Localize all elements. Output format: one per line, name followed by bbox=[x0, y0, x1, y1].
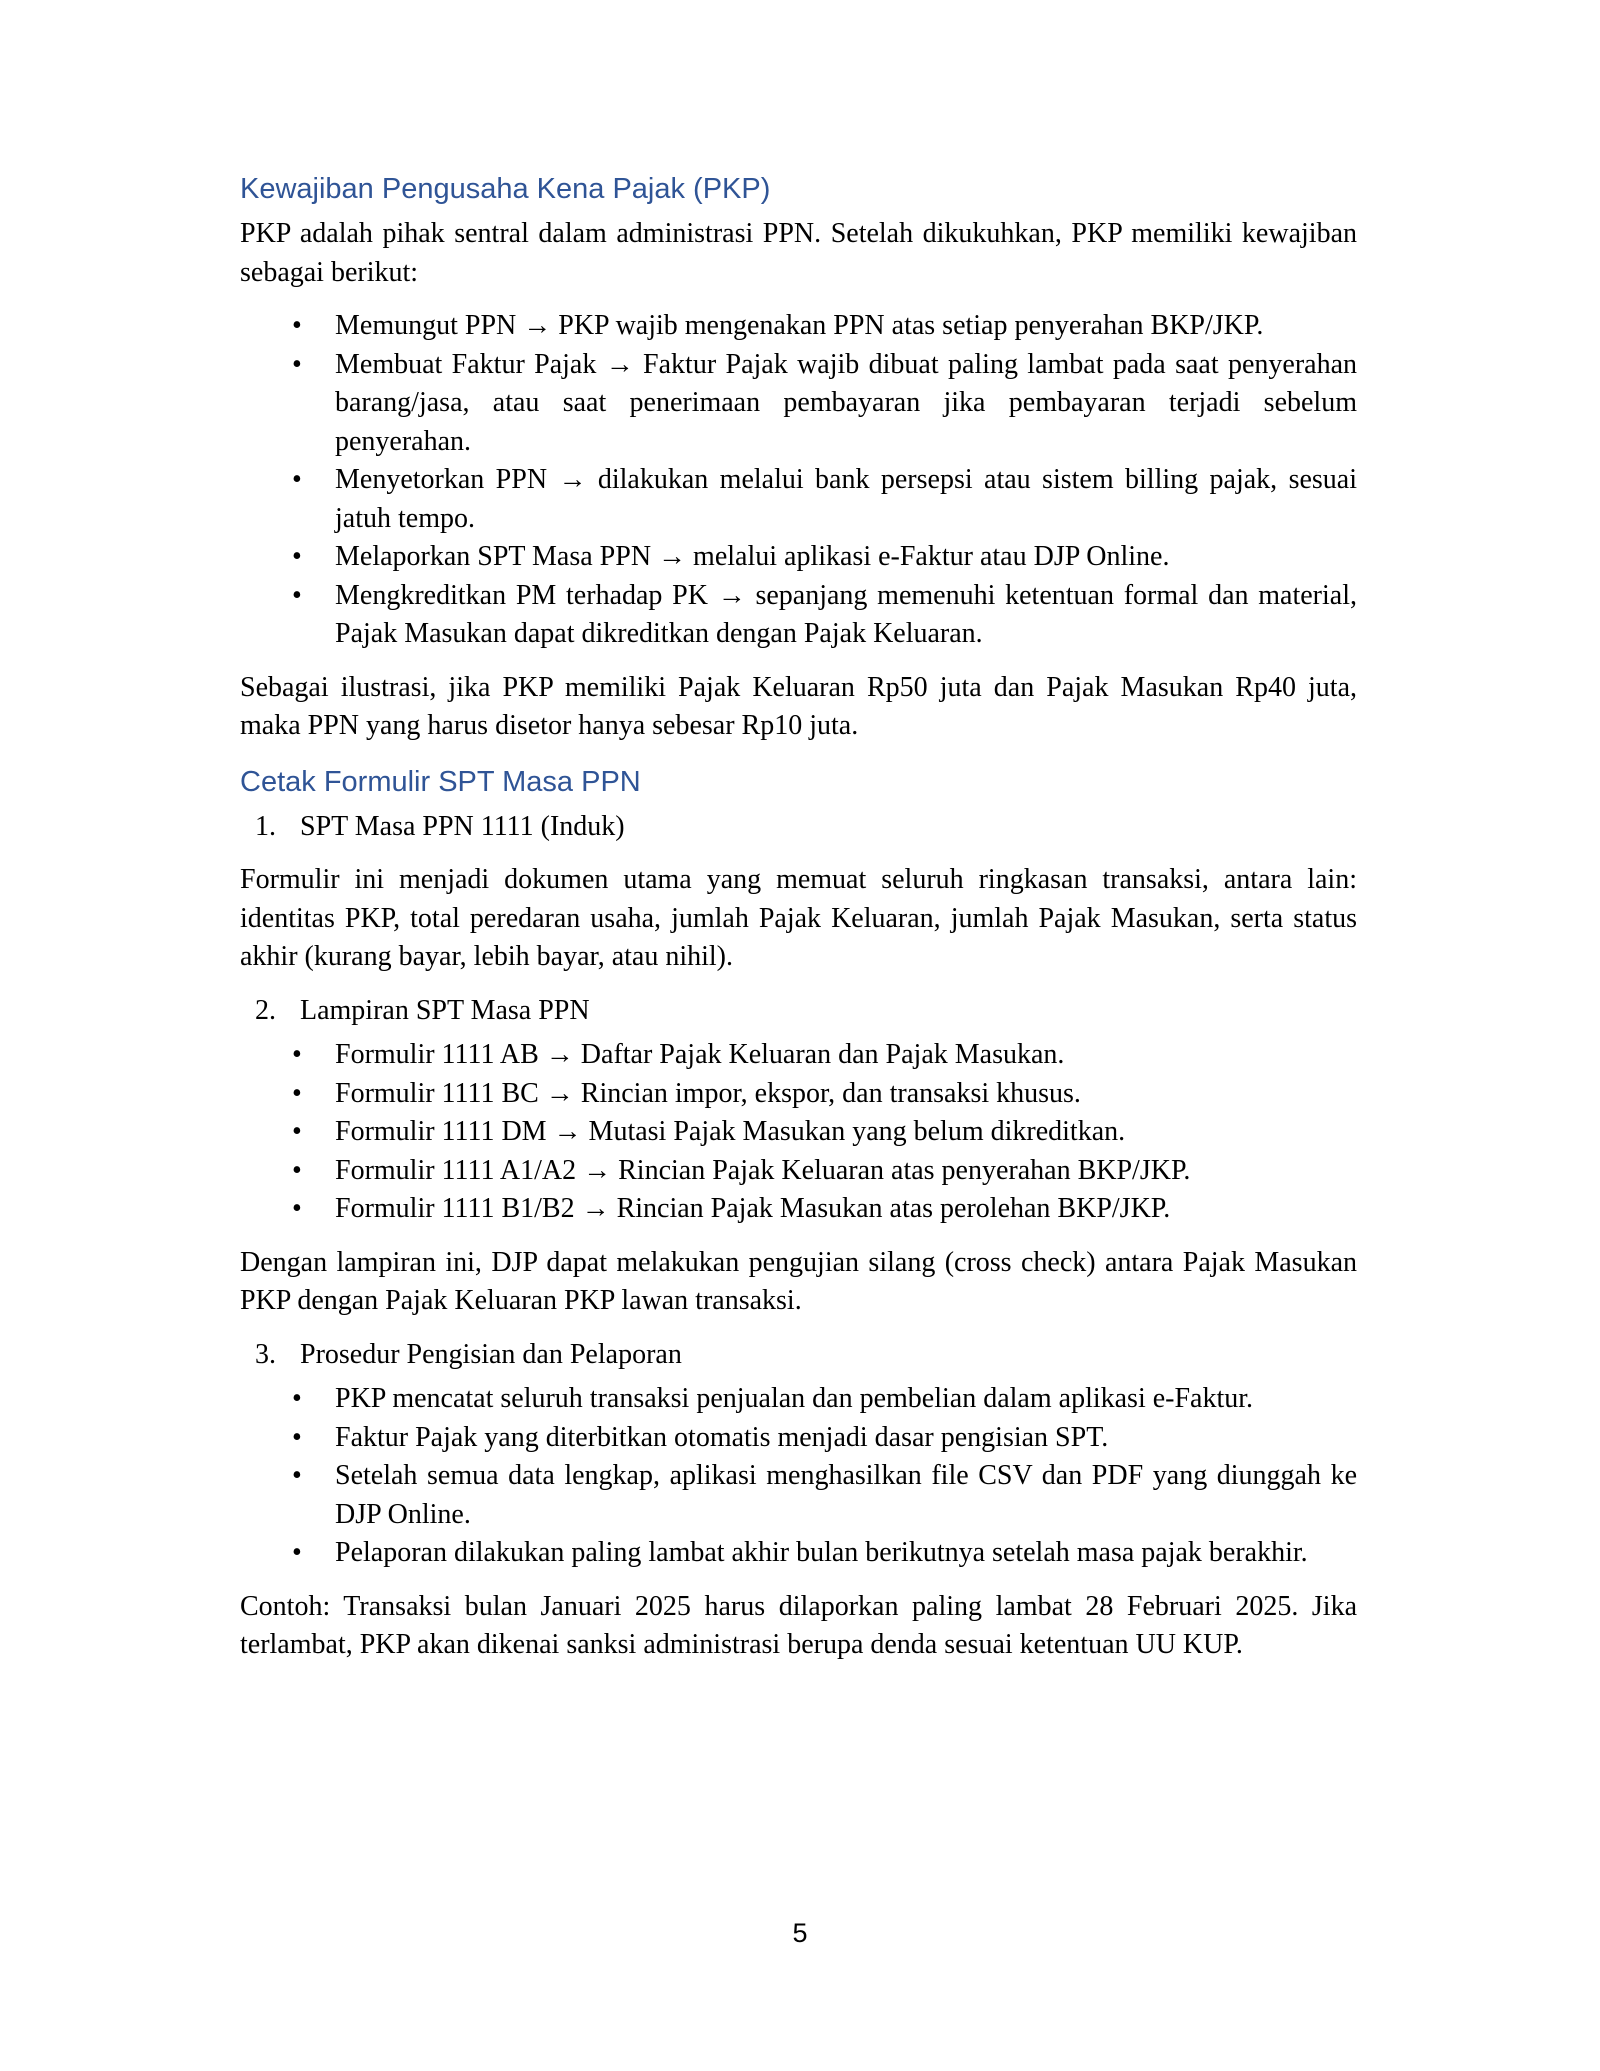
heading-kewajiban-pkp: Kewajiban Pengusaha Kena Pajak (PKP) bbox=[240, 173, 771, 205]
numbered-item-1 bbox=[240, 808, 1357, 847]
list-item: • Membuat Faktur Pajak → Faktur Pajak wajib dibuat paling lambat pada saat penyerahan barang/jasa, atau saat penerimaan pembayaran jika pembayaran terjadi sebelum penyerahan. bbox=[335, 346, 1357, 462]
list-item: • Melaporkan SPT Masa PPN → melalui aplikasi e-Faktur atau DJP Online. bbox=[335, 538, 1357, 577]
item-title: Lampiran SPT Masa PPN bbox=[300, 994, 590, 1026]
item-number: 3. bbox=[255, 1338, 276, 1370]
list-item: • PKP mencatat seluruh transaksi penjualan dan pembelian dalam aplikasi e-Faktur. bbox=[335, 1380, 1357, 1419]
list-item: • Pelaporan dilakukan paling lambat akhir bulan berikutnya setelah masa pajak berakhir. bbox=[335, 1534, 1357, 1573]
page-number: 5 bbox=[792, 1918, 808, 1948]
para-cross-check: Dengan lampiran ini, DJP dapat melakukan pengujian silang (cross check) antara Pajak Masukan PKP dengan Pajak Keluaran PKP lawan transaksi. bbox=[240, 1246, 1357, 1316]
list-item: • Formulir 1111 DM → Mutasi Pajak Masukan yang belum dikreditkan. bbox=[335, 1113, 1357, 1152]
item-number: 1. bbox=[255, 810, 276, 842]
list-item: • Mengkreditkan PM terhadap PK → sepanjang memenuhi ketentuan formal dan material, Pajak Masukan dapat dikreditkan dengan Pajak Keluaran. bbox=[335, 577, 1357, 654]
para-intro-pkp: PKP adalah pihak sentral dalam administrasi PPN. Setelah dikukuhkan, PKP memiliki kewajiban sebagai berikut: bbox=[240, 218, 1357, 288]
heading-cetak-formulir: Cetak Formulir SPT Masa PPN bbox=[240, 765, 641, 798]
list-item: • Setelah semua data lengkap, aplikasi menghasilkan file CSV dan PDF yang diunggah ke DJP Online. bbox=[335, 1457, 1357, 1534]
document-content bbox=[240, 168, 1357, 1680]
para-ilustrasi: Sebagai ilustrasi, jika PKP memiliki Pajak Keluaran Rp50 juta dan Pajak Masukan Rp40 juta, maka PPN yang harus disetor hanya sebesar Rp10 juta. bbox=[240, 671, 1357, 741]
list-item: • Formulir 1111 AB → Daftar Pajak Keluaran dan Pajak Masukan. bbox=[335, 1036, 1357, 1075]
item-title: Prosedur Pengisian dan Pelaporan bbox=[300, 1338, 682, 1370]
list-item: • Formulir 1111 A1/A2 → Rincian Pajak Keluaran atas penyerahan BKP/JKP. bbox=[335, 1152, 1357, 1191]
numbered-item-2 bbox=[240, 992, 1357, 1031]
para-contoh: Contoh: Transaksi bulan Januari 2025 harus dilaporkan paling lambat 28 Februari 2025. Jika terlambat, PKP akan dikenai sanksi administrasi berupa denda sesuai ketentuan UU KUP. bbox=[240, 1590, 1357, 1660]
list-item: • Memungut PPN → PKP wajib mengenakan PPN atas setiap penyerahan BKP/JKP. bbox=[335, 307, 1357, 346]
pkp-obligations-list bbox=[240, 307, 1357, 654]
prosedur-list bbox=[240, 1380, 1357, 1573]
item-title: SPT Masa PPN 1111 (Induk) bbox=[300, 810, 625, 842]
list-item: • Menyetorkan PPN → dilakukan melalui bank persepsi atau sistem billing pajak, sesuai jatuh tempo. bbox=[335, 461, 1357, 538]
numbered-item-3 bbox=[240, 1336, 1357, 1375]
para-formulir-induk-desc: Formulir ini menjadi dokumen utama yang memuat seluruh ringkasan transaksi, antara lain: identitas PKP, total peredaran usaha, jumlah Pajak Keluaran, jumlah Pajak Masukan, serta status akhir (kurang bayar, lebih bayar, atau nihil). bbox=[240, 864, 1357, 972]
list-item: • Faktur Pajak yang diterbitkan otomatis menjadi dasar pengisian SPT. bbox=[335, 1419, 1357, 1458]
lampiran-list bbox=[240, 1036, 1357, 1229]
item-number: 2. bbox=[255, 994, 276, 1026]
list-item: • Formulir 1111 BC → Rincian impor, ekspor, dan transaksi khusus. bbox=[335, 1075, 1357, 1114]
list-item: • Formulir 1111 B1/B2 → Rincian Pajak Masukan atas perolehan BKP/JKP. bbox=[335, 1190, 1357, 1229]
